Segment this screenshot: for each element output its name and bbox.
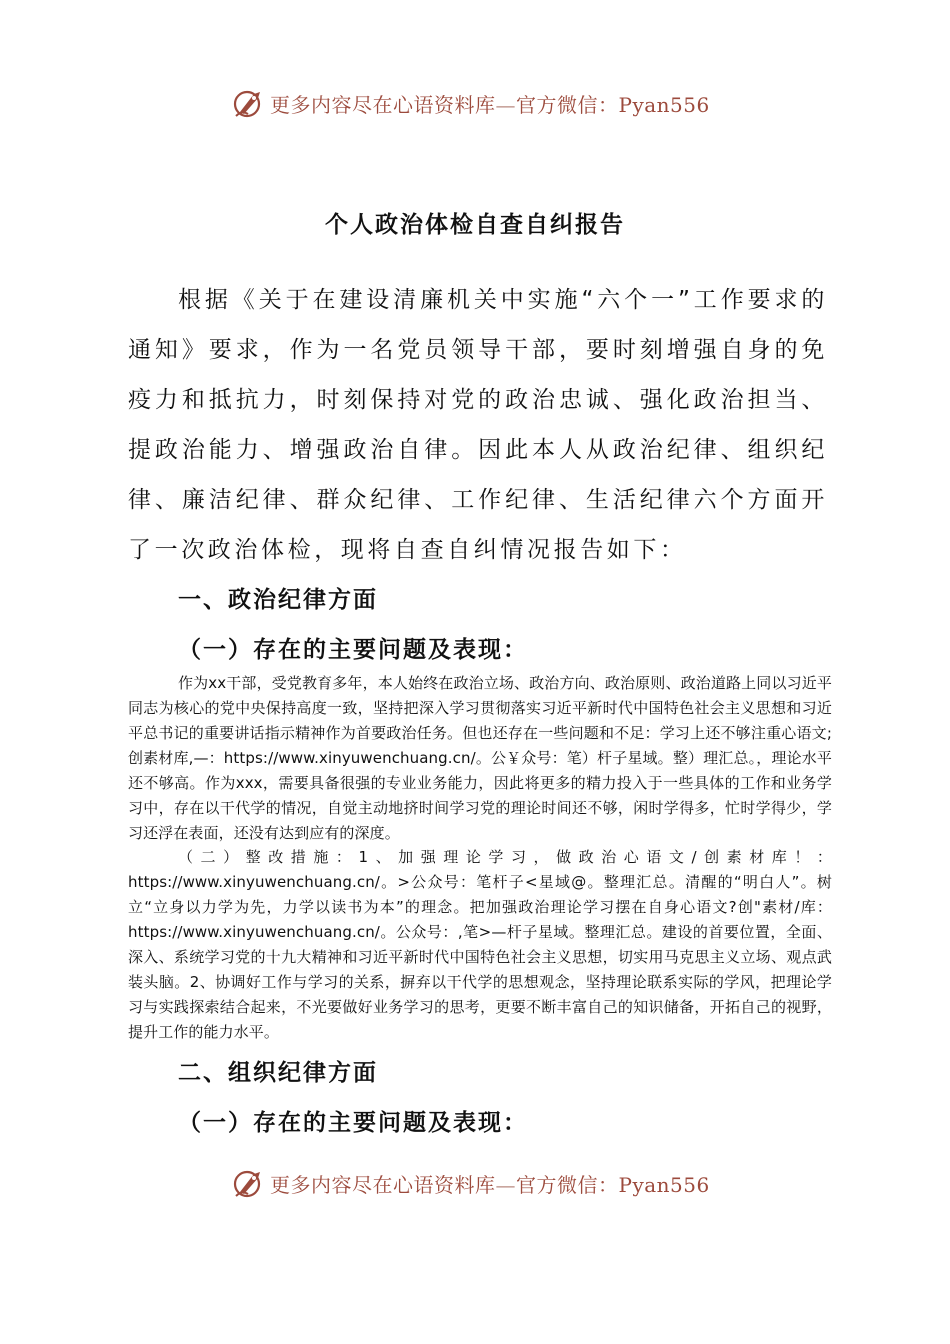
document-title: 个人政治体检自查自纠报告 <box>325 211 625 238</box>
section1-sub1-body: 作为xx干部，受党教育多年，本人始终在政治立场、政治方向、政治原则、政治道路上同以习近平同志为核心的党中央保持高度一致，坚持把深入学习贯彻落实习近平新时代中国特色社会主义思想和习近平总书记的重要讲话指示精神作为首要政治任务。但也还存在一些问题和不足：学习上还不够注重心语文;创素材库,—：https://www.xinyuwenchuang.cn/。公￥众号：笔）杆子星域。整）理汇总。，理论水平还不够高。作为xxx，需要具备很强的专业业务能力，因此将更多的精力投入于一些具体的工作和业务学习中，存在以干代学的情况，自觉主动地挤时间学习党的理论时间还不够，闲时学得多，忙时学得少，学习还浮在表面，还没有达到应有的深度。 <box>128 674 832 842</box>
section2-sub1-heading: （一）存在的主要问题及表现： <box>178 1109 528 1136</box>
pen-nib-logo-icon <box>232 86 266 120</box>
header-banner <box>232 86 710 120</box>
section1-heading: 一、政治纪律方面 <box>178 586 378 613</box>
banner-main-text: 更多内容尽在心语资料库 <box>270 92 496 117</box>
banner-suffix-text: 官方微信：Pyan556 <box>516 1172 710 1197</box>
footer-banner <box>232 1166 710 1200</box>
banner-dash: — <box>495 1172 516 1197</box>
intro-paragraph: 根据《关于在建设清廉机关中实施“六个一”工作要求的通知》要求，作为一名党员领导干部，要时刻增强自身的免疫力和抵抗力，时刻保持对党的政治忠诚、强化政治担当、提政治能力、增强政治自律。因此本人从政治纪律、组织纪律、廉洁纪律、群众纪律、工作纪律、生活纪律六个方面开了一次政治体检，现将自查自纠情况报告如下： <box>128 287 828 563</box>
banner-main-text: 更多内容尽在心语资料库 <box>270 1172 496 1197</box>
banner-dash: — <box>495 92 516 117</box>
pen-nib-logo-icon <box>232 1166 266 1200</box>
section2-heading: 二、组织纪律方面 <box>178 1059 378 1086</box>
banner-text <box>270 1169 710 1198</box>
banner-suffix-text: 官方微信：Pyan556 <box>516 92 710 117</box>
section1-sub2-body: （二）整改措施：1、加强理论学习，做政治心语文/创素材库！：https://www.xinyuwenchuang.cn/。>公众号：笔杆子<星域@。整理汇总。清醒的“明白人”。树立“立身以力学为先，力学以读书为本”的理念。把加强政治理论学习摆在自身心语文?创"素材/库：https://www.xinyuwenchuang.cn/。公众号：,笔>—杆子星域。整理汇总。建设的首要位置，全面、深入、系统学习党的十九大精神和习近平新时代中国特色社会主义思想，切实用马克思主义立场、观点武装头脑。2、协调好工作与学习的关系，摒弃以干代学的思想观念，坚持理论联系实际的学风，把理论学习与实践探索结合起来，不光要做好业务学习的思考，更要不断丰富自己的知识储备，开拓自己的视野，提升工作的能力水平。 <box>128 848 832 1041</box>
banner-text <box>270 89 710 118</box>
section1-sub1-heading: （一）存在的主要问题及表现： <box>178 636 528 663</box>
